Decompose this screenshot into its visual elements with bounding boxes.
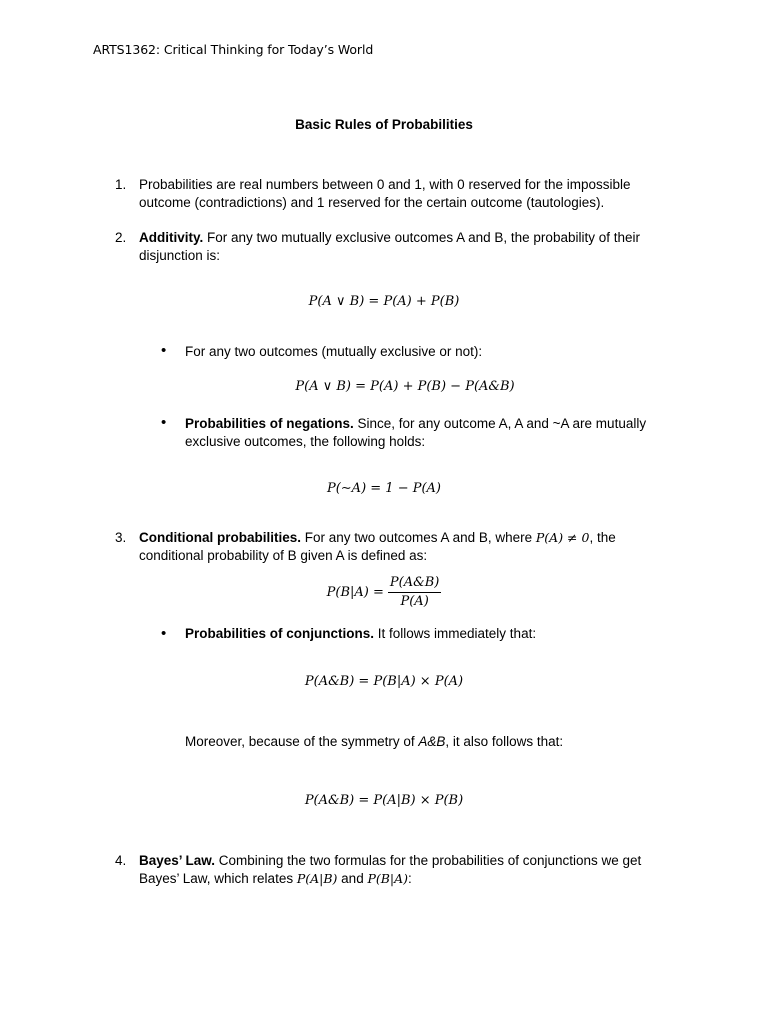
additivity-equation: P(A ∨ B) = P(A) + P(B)	[308, 294, 460, 309]
moreover-text	[185, 733, 563, 751]
nonzero-condition: P(A) ≠ 0	[535, 530, 590, 545]
negation-equation: P(∼A) = 1 − P(A)	[326, 481, 442, 496]
negation-line-1	[185, 415, 646, 433]
item-3-heading: Conditional probabilities.	[139, 530, 301, 545]
item-2-heading: Additivity.	[139, 230, 204, 245]
item-4-line-1-rest: Combining the two formulas for the probabilities of conjunctions we get	[215, 853, 642, 868]
item-4-line-2-pre: Bayes’ Law, which relates	[139, 871, 297, 886]
item-2-line-2: disjunction is:	[139, 248, 221, 263]
item-3-line-1-end: , the	[589, 530, 616, 545]
bullet-marker: •	[161, 342, 167, 359]
bullet-marker: •	[161, 414, 167, 431]
conjunction-rest: It follows immediately that:	[374, 626, 537, 641]
document-title: Basic Rules of Probabilities	[295, 117, 473, 132]
fraction-numerator: P(A&B)	[388, 574, 441, 593]
negation-line-1-rest: Since, for any outcome A, A and ~A are mutually	[353, 416, 647, 431]
negation-heading: Probabilities of negations.	[185, 416, 354, 431]
item-2-line-1	[139, 229, 640, 247]
bullet-general-text: For any two outcomes (mutually exclusive or not):	[185, 344, 483, 359]
moreover-post: , it also follows that:	[445, 734, 564, 749]
moreover-italic: A&B	[418, 734, 446, 749]
item-4-line-2	[139, 870, 641, 888]
item-1-number: 1.	[115, 177, 127, 192]
moreover-pre: Moreover, because of the symmetry of	[185, 734, 419, 749]
item-1-line-1: Probabilities are real numbers between 0 and 1, with 0 reserved for the impossible	[139, 177, 631, 192]
item-1-line-2: outcome (contradictions) and 1 reserved for the certain outcome (tautologies).	[139, 195, 605, 210]
item-4-text	[139, 852, 641, 888]
item-2-text	[139, 229, 640, 265]
item-4-number: 4.	[115, 853, 127, 868]
bullet-conjunction-text	[185, 625, 536, 643]
conjunction-heading: Probabilities of conjunctions.	[185, 626, 375, 641]
conditional-fraction	[388, 574, 441, 611]
bayes-term-a-given-b: P(A|B)	[296, 871, 338, 886]
item-4-line-1	[139, 852, 641, 870]
item-3-text	[139, 529, 616, 565]
document-header: ARTS1362: Critical Thinking for Today’s World	[93, 42, 374, 57]
conditional-equation	[0, 574, 768, 611]
fraction-denominator: P(A)	[400, 594, 429, 609]
bullet-marker: •	[161, 625, 167, 642]
item-3-line-2: conditional probability of B given A is defined as:	[139, 548, 428, 563]
bullet-negation-text	[185, 415, 646, 451]
item-2-line-1-rest: For any two mutually exclusive outcomes A and B, the probability of their	[203, 230, 640, 245]
item-2-number: 2.	[115, 230, 127, 245]
item-1-text	[139, 176, 631, 212]
conditional-lhs: P(B|A) =	[326, 585, 384, 600]
item-3-line-1-rest: For any two outcomes A and B, where	[301, 530, 536, 545]
item-4-heading: Bayes’ Law.	[139, 853, 216, 868]
conjunction-equation-2: P(A&B) = P(A|B) × P(B)	[304, 793, 464, 808]
item-4-colon: :	[408, 871, 412, 886]
conjunction-equation-1: P(A&B) = P(B|A) × P(A)	[304, 674, 464, 689]
item-3-number: 3.	[115, 530, 127, 545]
item-4-and: and	[337, 871, 368, 886]
negation-line-2: exclusive outcomes, the following holds:	[185, 434, 426, 449]
general-disjunction-equation: P(A ∨ B) = P(A) + P(B) − P(A&B)	[295, 379, 515, 394]
item-3-line-1	[139, 529, 616, 547]
bayes-term-b-given-a: P(B|A)	[367, 871, 409, 886]
